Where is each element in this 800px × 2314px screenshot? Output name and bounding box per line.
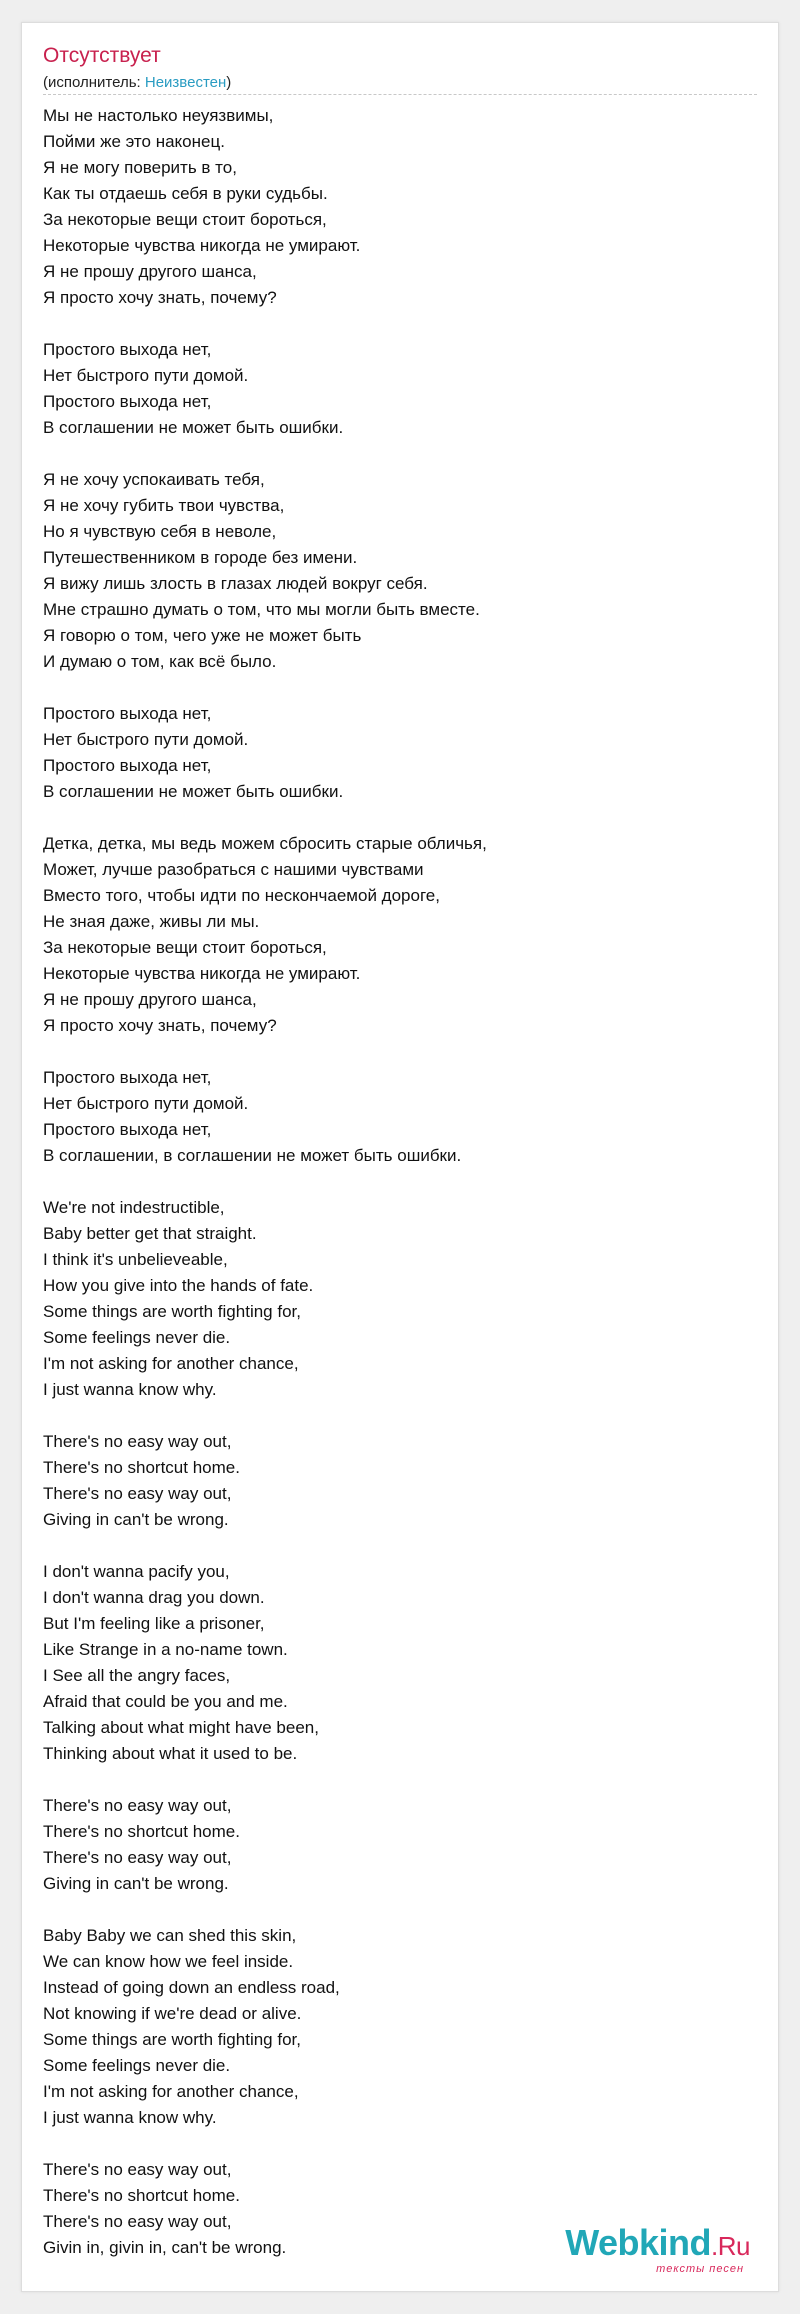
- lyrics-line: I don't wanna drag you down.: [43, 1588, 265, 1607]
- lyrics-line: Путешественником в городе без имени.: [43, 548, 358, 567]
- lyrics-line: Talking about what might have been,: [43, 1718, 319, 1737]
- lyrics-line: How you give into the hands of fate.: [43, 1276, 314, 1295]
- lyrics-line: Не зная даже, живы ли мы.: [43, 912, 260, 931]
- lyrics-line: Простого выхода нет,: [43, 1068, 212, 1087]
- lyrics-line: Я не хочу успокаивать тебя,: [43, 470, 265, 489]
- lyrics-line: I'm not asking for another chance,: [43, 1354, 299, 1373]
- lyrics-line: There's no easy way out,: [43, 1848, 232, 1867]
- lyrics-stanza: [43, 103, 487, 311]
- lyrics-line: I just wanna know why.: [43, 2108, 217, 2127]
- lyrics-card: [21, 22, 779, 2292]
- lyrics-line: Простого выхода нет,: [43, 1120, 212, 1139]
- lyrics-line: За некоторые вещи стоит бороться,: [43, 210, 327, 229]
- lyrics-line: There's no easy way out,: [43, 2160, 232, 2179]
- lyrics-line: There's no easy way out,: [43, 1432, 232, 1451]
- lyrics-line: Мы не настолько неуязвимы,: [43, 106, 274, 125]
- lyrics-line: Baby Baby we can shed this skin,: [43, 1926, 297, 1945]
- lyrics-line: Пойми же это наконец.: [43, 132, 225, 151]
- lyrics-line: И думаю о том, как всё было.: [43, 652, 277, 671]
- lyrics-line: Но я чувствую себя в неволе,: [43, 522, 277, 541]
- lyrics-line: Baby better get that straight.: [43, 1224, 257, 1243]
- lyrics-line: Я не прошу другого шанса,: [43, 262, 257, 281]
- artist-line: [43, 73, 231, 93]
- lyrics-line: There's no shortcut home.: [43, 2186, 240, 2205]
- lyrics-line: I'm not asking for another chance,: [43, 2082, 299, 2101]
- lyrics-stanza: [43, 1793, 487, 1897]
- lyrics-line: В соглашении не может быть ошибки.: [43, 418, 344, 437]
- artist-prefix: (исполнитель:: [43, 74, 145, 91]
- lyrics-line: Giving in can't be wrong.: [43, 1510, 229, 1529]
- site-logo[interactable]: [565, 2224, 750, 2275]
- lyrics-stanza: [43, 701, 487, 805]
- lyrics-line: Givin in, givin in, can't be wrong.: [43, 2238, 287, 2257]
- lyrics-line: В соглашении не может быть ошибки.: [43, 782, 344, 801]
- lyrics-stanza: [43, 1195, 487, 1403]
- lyrics-line: Некоторые чувства никогда не умирают.: [43, 964, 361, 983]
- lyrics-line: But I'm feeling like a prisoner,: [43, 1614, 265, 1633]
- lyrics-line: There's no easy way out,: [43, 2212, 232, 2231]
- lyrics-line: Вместо того, чтобы идти по нескончаемой дороге,: [43, 886, 440, 905]
- lyrics-line: Нет быстрого пути домой.: [43, 366, 249, 385]
- lyrics-text: [43, 103, 487, 2261]
- lyrics-line: Я просто хочу знать, почему?: [43, 288, 277, 307]
- lyrics-line: Простого выхода нет,: [43, 756, 212, 775]
- lyrics-line: There's no shortcut home.: [43, 1458, 240, 1477]
- lyrics-line: Как ты отдаешь себя в руки судьбы.: [43, 184, 328, 203]
- lyrics-line: I See all the angry faces,: [43, 1666, 231, 1685]
- lyrics-line: Some things are worth fighting for,: [43, 1302, 301, 1321]
- lyrics-line: Простого выхода нет,: [43, 704, 212, 723]
- header-divider: [43, 94, 757, 95]
- lyrics-stanza: [43, 1559, 487, 1767]
- logo-wordmark: [565, 2224, 750, 2265]
- lyrics-line: За некоторые вещи стоит бороться,: [43, 938, 327, 957]
- lyrics-line: Thinking about what it used to be.: [43, 1744, 298, 1763]
- lyrics-line: Я просто хочу знать, почему?: [43, 1016, 277, 1035]
- lyrics-line: Some feelings never die.: [43, 1328, 231, 1347]
- lyrics-stanza: [43, 467, 487, 675]
- lyrics-line: Простого выхода нет,: [43, 340, 212, 359]
- lyrics-line: Может, лучше разобраться с нашими чувствами: [43, 860, 424, 879]
- lyrics-line: Some things are worth fighting for,: [43, 2030, 301, 2049]
- lyrics-line: Мне страшно думать о том, что мы могли быть вместе.: [43, 600, 480, 619]
- lyrics-stanza: [43, 1065, 487, 1169]
- logo-tld: .Ru: [711, 2231, 750, 2261]
- lyrics-stanza: [43, 1429, 487, 1533]
- lyrics-line: Я говорю о том, чего уже не может быть: [43, 626, 362, 645]
- lyrics-line: There's no easy way out,: [43, 1796, 232, 1815]
- lyrics-line: В соглашении, в соглашении не может быть ошибки.: [43, 1146, 462, 1165]
- lyrics-line: I just wanna know why.: [43, 1380, 217, 1399]
- lyrics-stanza: [43, 1923, 487, 2131]
- lyrics-line: Нет быстрого пути домой.: [43, 1094, 249, 1113]
- lyrics-line: I think it's unbelieveable,: [43, 1250, 228, 1269]
- lyrics-line: Я вижу лишь злость в глазах людей вокруг себя.: [43, 574, 428, 593]
- logo-tagline: тексты песен: [656, 2263, 744, 2275]
- lyrics-line: I don't wanna pacify you,: [43, 1562, 230, 1581]
- artist-suffix: ): [226, 74, 232, 91]
- lyrics-line: Простого выхода нет,: [43, 392, 212, 411]
- lyrics-line: Детка, детка, мы ведь можем сбросить старые обличья,: [43, 834, 487, 853]
- lyrics-line: Я не хочу губить твои чувства,: [43, 496, 285, 515]
- lyrics-line: Я не могу поверить в то,: [43, 158, 237, 177]
- song-title: Отсутствует: [43, 44, 161, 67]
- lyrics-line: Some feelings never die.: [43, 2056, 231, 2075]
- lyrics-line: Instead of going down an endless road,: [43, 1978, 340, 1997]
- logo-main-text: Webkind: [565, 2222, 712, 2263]
- lyrics-line: Некоторые чувства никогда не умирают.: [43, 236, 361, 255]
- lyrics-line: Нет быстрого пути домой.: [43, 730, 249, 749]
- lyrics-line: We're not indestructible,: [43, 1198, 225, 1217]
- artist-link[interactable]: Неизвестен: [144, 74, 227, 91]
- lyrics-line: Giving in can't be wrong.: [43, 1874, 229, 1893]
- lyrics-stanza: [43, 2157, 487, 2261]
- lyrics-line: Afraid that could be you and me.: [43, 1692, 288, 1711]
- lyrics-line: Like Strange in a no-name town.: [43, 1640, 288, 1659]
- lyrics-stanza: [43, 831, 487, 1039]
- lyrics-line: Not knowing if we're dead or alive.: [43, 2004, 302, 2023]
- lyrics-line: We can know how we feel inside.: [43, 1952, 294, 1971]
- lyrics-stanza: [43, 337, 487, 441]
- lyrics-line: There's no shortcut home.: [43, 1822, 240, 1841]
- lyrics-line: Я не прошу другого шанса,: [43, 990, 257, 1009]
- lyrics-line: There's no easy way out,: [43, 1484, 232, 1503]
